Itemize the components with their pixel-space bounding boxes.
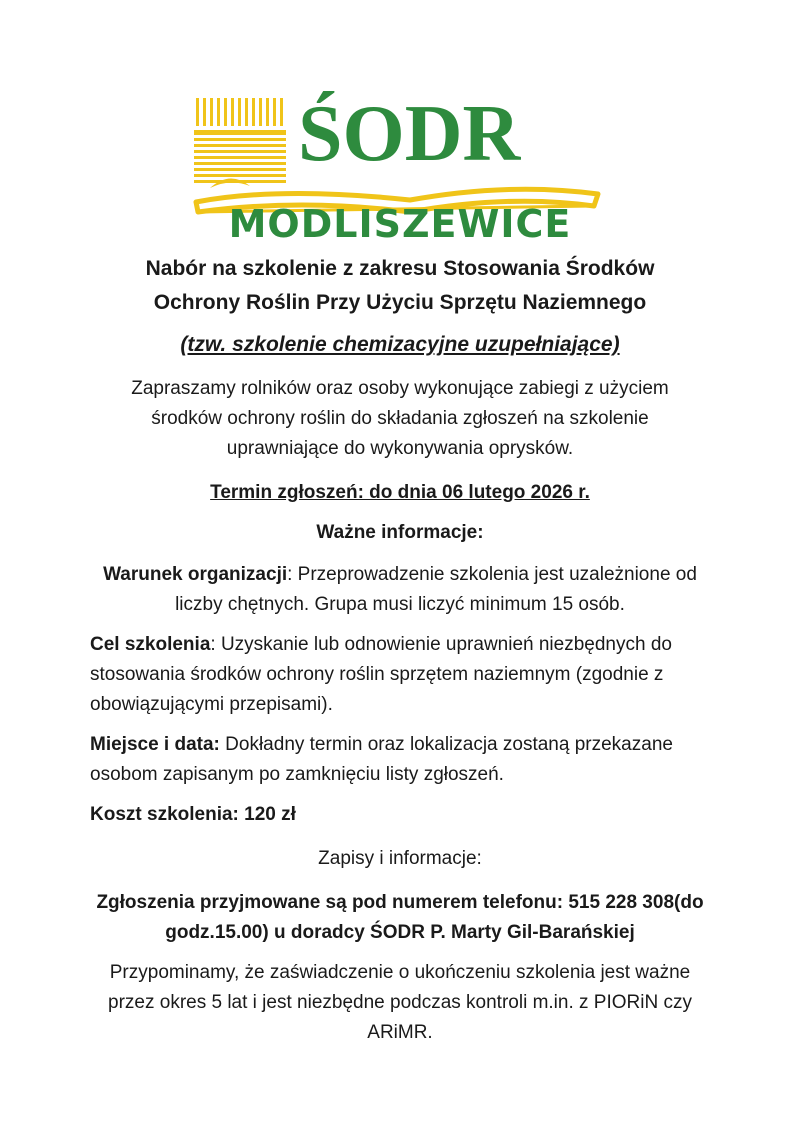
title-line-2: Ochrony Roślin Przy Użyciu Sprzętu Naziemnego <box>153 291 647 314</box>
goal-paragraph <box>90 630 710 720</box>
important-heading: Ważne informacje: <box>316 522 484 543</box>
phone-paragraph <box>90 888 710 948</box>
wheat-icon <box>194 98 286 183</box>
goal-text-2: stosowania środków ochrony roślin sprzętem naziemnym (zgodnie z <box>90 664 664 685</box>
conditions-paragraph <box>90 560 710 620</box>
goal-label: Cel szkolenia <box>90 634 211 655</box>
signup-heading: Zapisy i informacje: <box>318 848 482 869</box>
goal-text-1: : Uzyskanie lub odnowienie uprawnień niezbędnych do <box>210 634 672 655</box>
sodr-logo <box>190 90 610 242</box>
logo-sub-text: MODLISZEWICE <box>228 202 572 242</box>
announcement-body <box>90 252 710 1048</box>
intro-line-2: środków ochrony roślin do składania zgłoszeń na szkolenie <box>151 408 649 429</box>
place-paragraph <box>90 730 710 790</box>
reminder-line-1: Przypominamy, że zaświadczenie o ukończeniu szkolenia jest ważne <box>109 962 691 983</box>
logo-main-text: ŚODR <box>298 90 521 178</box>
intro-line-3: uprawniające do wykonywania oprysków. <box>226 438 574 459</box>
place-label: Miejsce i data: <box>90 734 220 755</box>
deadline: Termin zgłoszeń: do dnia 06 lutego 2026 r. <box>210 482 590 503</box>
conditions-text-2: liczby chętnych. Grupa musi liczyć minimum 15 osób. <box>175 594 625 615</box>
title-line-1: Nabór na szkolenie z zakresu Stosowania Środków <box>145 257 655 280</box>
reminder-paragraph <box>90 958 710 1048</box>
page-title <box>90 252 710 320</box>
intro-line-1: Zapraszamy rolników oraz osoby wykonujące zabiegi z użyciem <box>131 378 669 399</box>
conditions-label: Warunek organizacji <box>103 564 288 585</box>
conditions-text-1: : Przeprowadzenie szkolenia jest uzależnione od <box>287 564 697 585</box>
intro-paragraph <box>90 374 710 464</box>
reminder-line-3: ARiMR. <box>367 1022 433 1043</box>
goal-text-3: obowiązującymi przepisami). <box>90 694 333 715</box>
sodr-logo-graphic <box>190 90 610 242</box>
place-text-1: Dokładny termin oraz lokalizacja zostaną przekazane <box>219 734 673 755</box>
subtitle: (tzw. szkolenie chemizacyjne uzupełniające) <box>180 333 620 356</box>
phone-line-1: Zgłoszenia przyjmowane są pod numerem telefonu: 515 228 308(do <box>96 892 704 913</box>
place-text-2: osobom zapisanym po zamknięciu listy zgłoszeń. <box>90 764 504 785</box>
cost: Koszt szkolenia: 120 zł <box>90 804 296 825</box>
phone-line-2: godz.15.00) u doradcy ŚODR P. Marty Gil-Barańskiej <box>165 922 635 943</box>
reminder-line-2: przez okres 5 lat i jest niezbędne podczas kontroli m.in. z PIORiN czy <box>108 992 692 1013</box>
